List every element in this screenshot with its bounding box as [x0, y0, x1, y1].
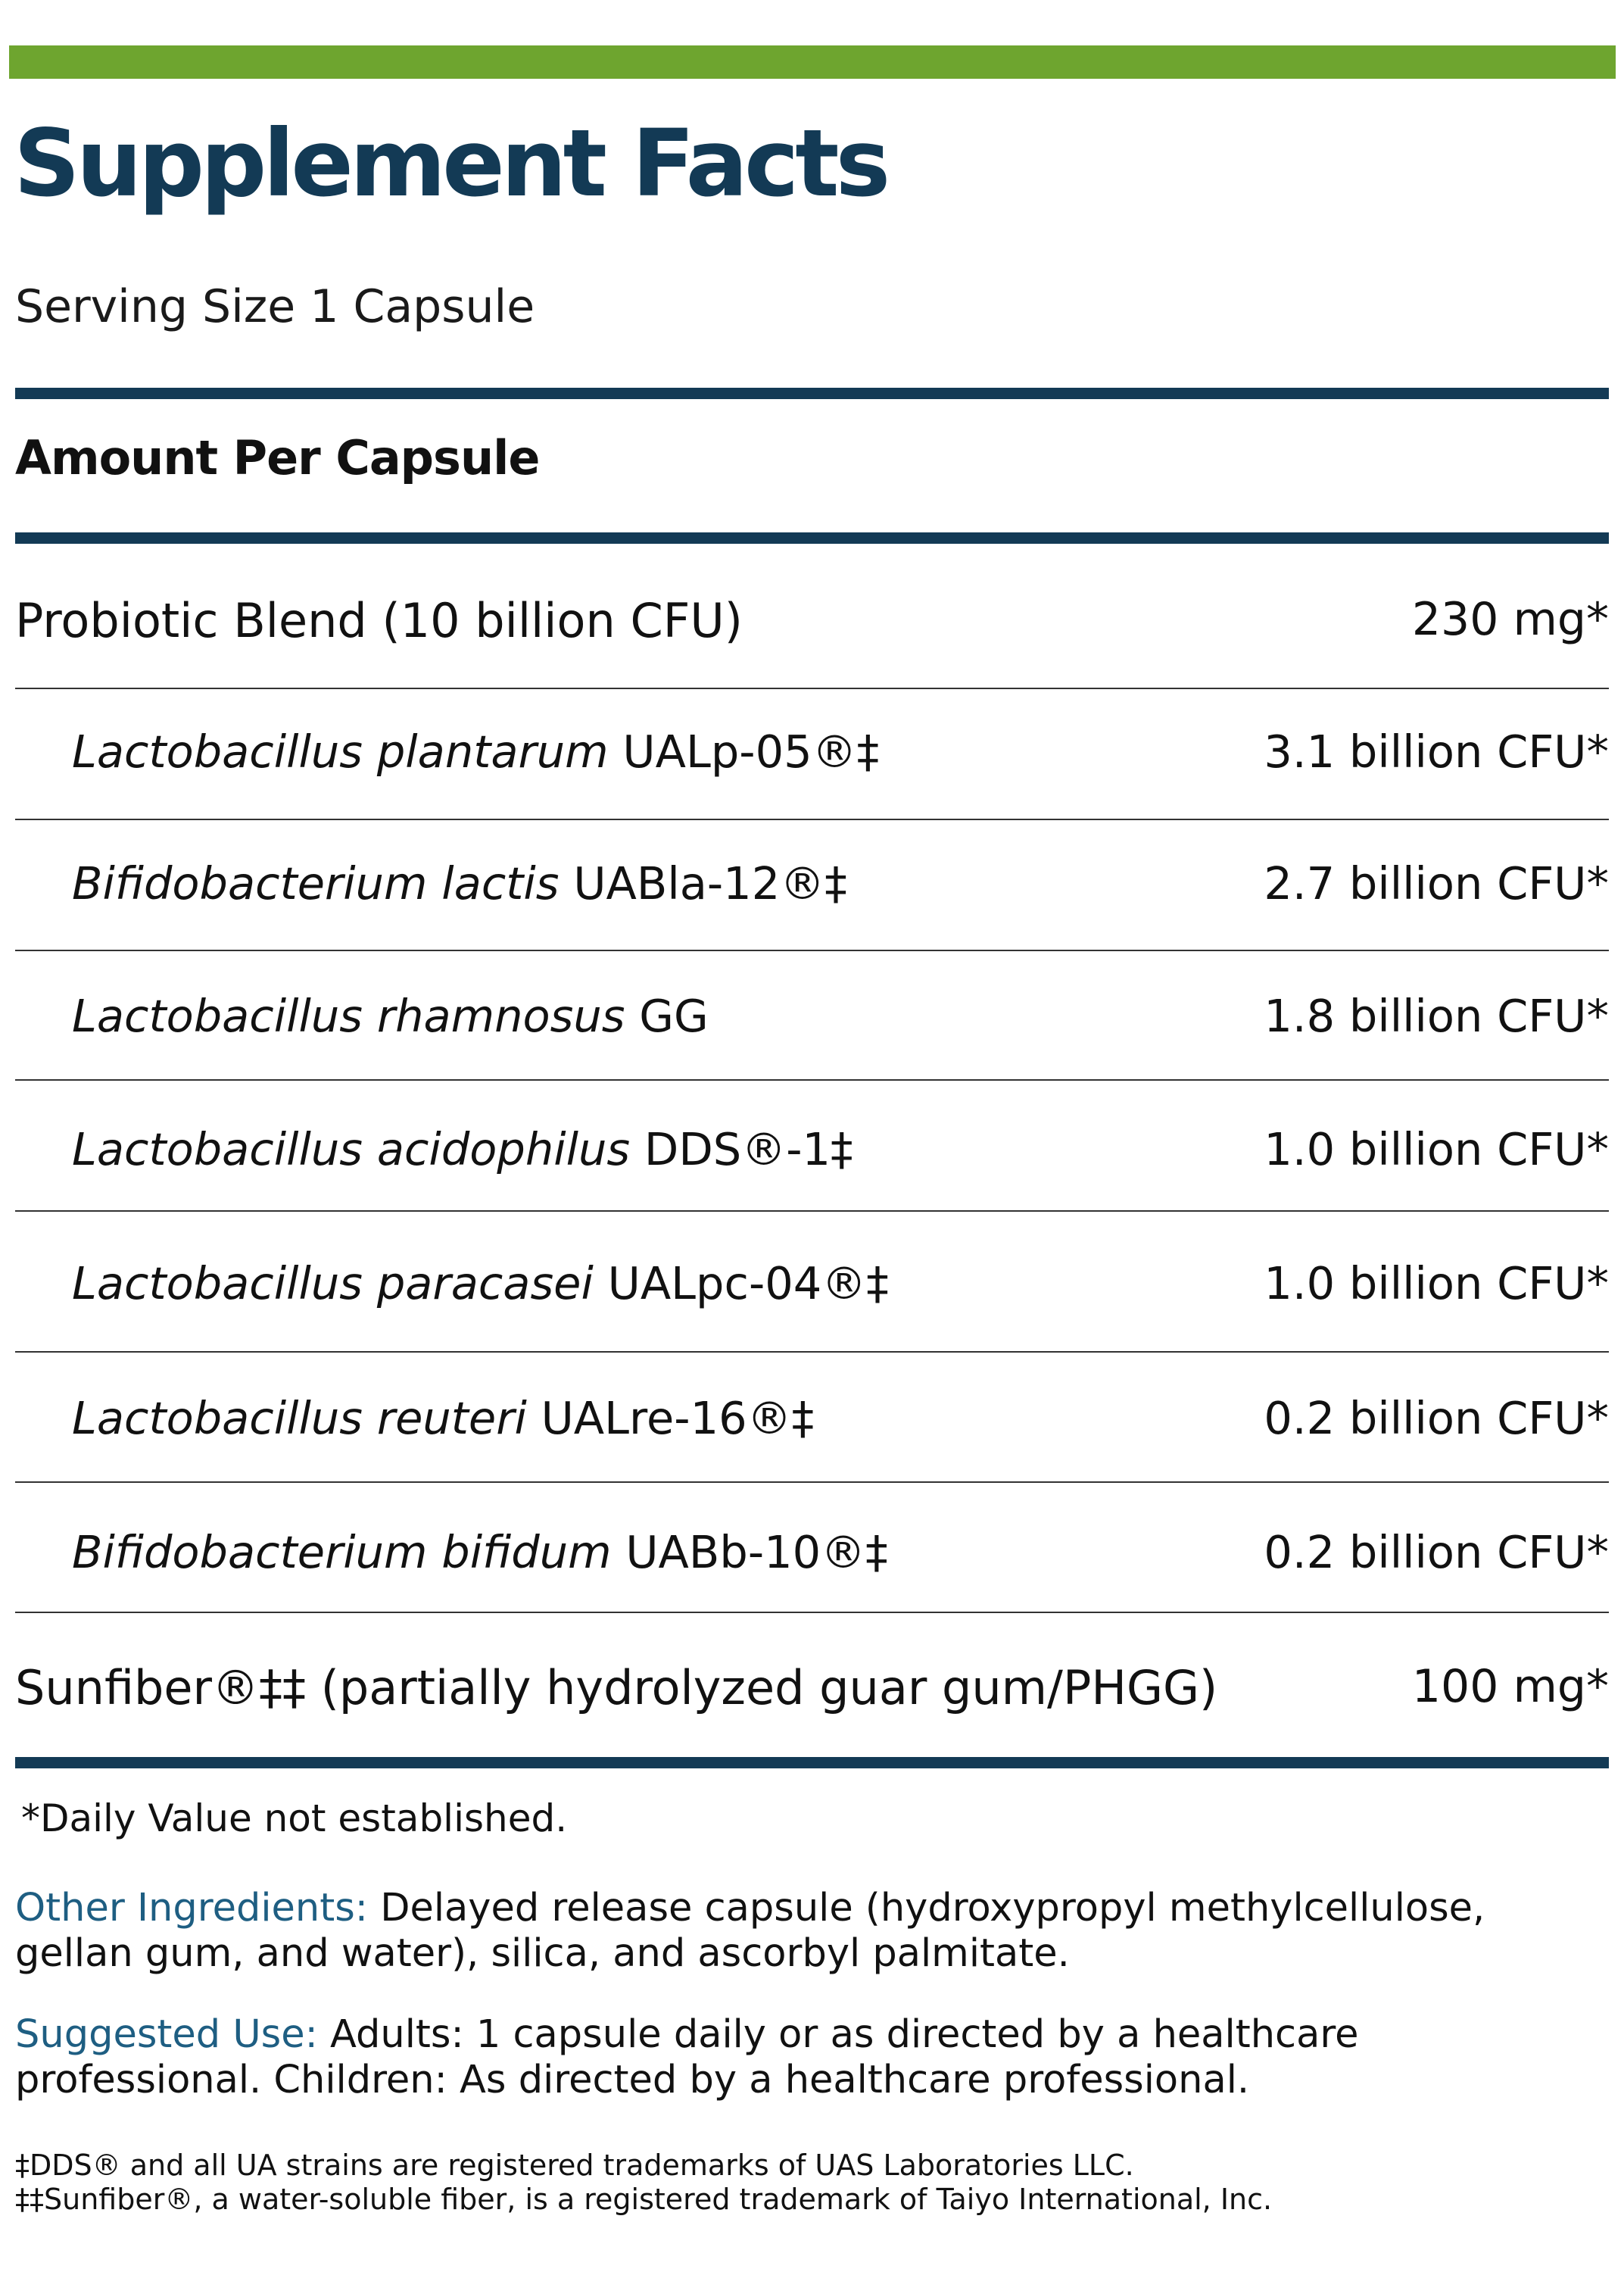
strain-species: reuteri — [376, 1392, 527, 1444]
divider-thin — [15, 1481, 1609, 1483]
strain-amount: 0.2 billion CFU* — [1264, 1526, 1609, 1578]
strain-name — [72, 990, 709, 1042]
strain-row — [15, 726, 1609, 778]
divider-thick — [15, 1757, 1609, 1768]
probiotic-blend-row — [15, 593, 1609, 648]
daily-value-footnote: *Daily Value not established. — [21, 1796, 568, 1840]
other-ingredients-text: Delayed release capsule (hydroxypropyl methylcellulose, gellan gum, and water), silica, and ascorbyl palmitate. — [15, 1886, 1485, 1976]
divider-thin — [15, 1079, 1609, 1081]
strain-row — [15, 1257, 1609, 1309]
serving-size: Serving Size 1 Capsule — [15, 280, 535, 333]
strain-amount: 1.0 billion CFU* — [1264, 1123, 1609, 1175]
strain-name — [72, 1257, 889, 1309]
strain-row — [15, 1123, 1609, 1175]
divider-thin — [15, 1612, 1609, 1613]
strain-genus: Lactobacillus — [72, 1123, 363, 1175]
strain-genus: Lactobacillus — [72, 1257, 363, 1309]
strain-amount: 2.7 billion CFU* — [1264, 857, 1609, 910]
strain-genus: Bifidobacterium — [72, 857, 428, 910]
strain-row — [15, 857, 1609, 910]
divider-thin — [15, 1351, 1609, 1353]
strain-amount: 3.1 billion CFU* — [1264, 726, 1609, 778]
divider-thin — [15, 819, 1609, 820]
strain-row — [15, 1392, 1609, 1444]
top-accent-bar — [9, 45, 1616, 79]
strain-genus: Lactobacillus — [72, 726, 363, 778]
suggested-use-text: Adults: 1 capsule daily or as directed by a healthcare professional. Children: As directed by a healthcare professional. — [15, 2012, 1359, 2102]
suggested-use-label: Suggested Use: — [15, 2012, 318, 2057]
probiotic-blend-name: Probiotic Blend (10 billion CFU) — [15, 593, 743, 648]
strain-species: bifidum — [441, 1526, 612, 1578]
suggested-use — [15, 2012, 1605, 2103]
strain-amount: 0.2 billion CFU* — [1264, 1392, 1609, 1444]
strain-row — [15, 990, 1609, 1042]
strain-species: acidophilus — [376, 1123, 631, 1175]
strain-genus: Lactobacillus — [72, 1392, 363, 1444]
strain-name — [72, 1123, 853, 1175]
strain-code: UABb-10®‡ — [625, 1526, 888, 1578]
strain-species: lactis — [441, 857, 560, 910]
strain-genus: Lactobacillus — [72, 990, 363, 1042]
strain-code: UALp-05®‡ — [622, 726, 880, 778]
strain-name — [72, 726, 879, 778]
amount-per-heading: Amount Per Capsule — [15, 430, 540, 485]
strain-row — [15, 1526, 1609, 1578]
divider-thin — [15, 688, 1609, 689]
strain-amount: 1.0 billion CFU* — [1264, 1257, 1609, 1309]
strain-code: UALpc-04®‡ — [607, 1257, 889, 1309]
strain-code: UABla-12®‡ — [573, 857, 847, 910]
strain-species: paracasei — [376, 1257, 594, 1309]
strain-species: rhamnosus — [376, 990, 625, 1042]
strain-amount: 1.8 billion CFU* — [1264, 990, 1609, 1042]
strain-species: plantarum — [376, 726, 609, 778]
strain-name — [72, 1526, 888, 1578]
other-ingredients — [15, 1886, 1605, 1977]
sunfiber-name: Sunfiber®‡‡ (partially hydrolyzed guar gum/PHGG) — [15, 1660, 1218, 1715]
strain-code: DDS®-1‡ — [644, 1123, 853, 1175]
strain-name — [72, 1392, 814, 1444]
other-ingredients-label: Other Ingredients: — [15, 1886, 368, 1930]
strain-code: UALre-16®‡ — [541, 1392, 815, 1444]
sunfiber-row — [15, 1660, 1609, 1715]
trademark-note: ‡DDS® and all UA strains are registered trademarks of UAS Laboratories LLC. — [15, 2149, 1134, 2182]
sunfiber-amount: 100 mg* — [1411, 1660, 1609, 1713]
page-title: Supplement Facts — [14, 110, 887, 217]
trademark-note: ‡‡Sunfiber®, a water-soluble fiber, is a registered trademark of Taiyo International, Inc. — [15, 2183, 1273, 2216]
strain-genus: Bifidobacterium — [72, 1526, 428, 1578]
strain-code: GG — [639, 990, 709, 1042]
divider-thick — [15, 532, 1609, 544]
divider-thick — [15, 388, 1609, 399]
probiotic-blend-amount: 230 mg* — [1411, 593, 1609, 646]
divider-thin — [15, 1210, 1609, 1212]
divider-thin — [15, 950, 1609, 951]
strain-name — [72, 857, 847, 910]
